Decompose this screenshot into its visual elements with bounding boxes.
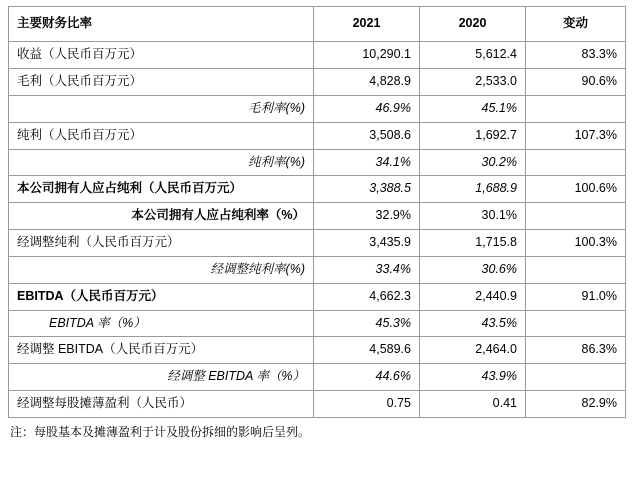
row-change-value: 91.0%	[581, 288, 617, 303]
row-2021-cell	[314, 283, 420, 310]
row-label: 经调整 EBITDA 率（%）	[167, 369, 305, 384]
row-label-cell	[9, 69, 314, 96]
row-2021-cell	[314, 203, 420, 230]
row-label: 收益（人民币百万元）	[17, 47, 143, 62]
row-change-cell	[526, 310, 626, 337]
row-label-cell	[9, 122, 314, 149]
row-2020-cell	[420, 256, 526, 283]
row-2020-value: 5,612.4	[475, 47, 517, 62]
row-2021-value: 45.3%	[375, 315, 411, 330]
row-label: 毛利率(%)	[248, 101, 305, 115]
header-cell-2020	[420, 7, 526, 42]
row-change-cell	[526, 69, 626, 96]
row-2020-cell	[420, 176, 526, 203]
row-2021-value: 46.9%	[375, 101, 411, 115]
row-2021-value: 34.1%	[375, 154, 411, 169]
row-2020-value: 2,464.0	[475, 342, 517, 357]
row-change-cell	[526, 149, 626, 176]
table-row	[9, 283, 626, 310]
table-body	[9, 42, 626, 418]
row-2021-cell	[314, 256, 420, 283]
row-label: 经调整纯利（人民币百万元）	[17, 235, 180, 250]
row-change-value	[526, 372, 625, 382]
row-2020-value: 43.9%	[481, 369, 517, 384]
row-change-cell	[526, 122, 626, 149]
row-2020-value: 1,715.8	[475, 235, 517, 250]
row-2021-value: 3,435.9	[369, 235, 411, 250]
row-label-cell	[9, 256, 314, 283]
row-label-cell	[9, 149, 314, 176]
row-2021-value: 0.75	[386, 395, 411, 410]
table-row	[9, 122, 626, 149]
row-2020-cell	[420, 364, 526, 391]
row-2020-cell	[420, 203, 526, 230]
row-2021-cell	[314, 122, 420, 149]
row-2021-value: 10,290.1	[362, 47, 411, 62]
financial-ratios-table	[8, 6, 626, 418]
row-2020-cell	[420, 283, 526, 310]
row-2021-cell	[314, 149, 420, 176]
row-change-cell	[526, 337, 626, 364]
row-change-value: 107.3%	[574, 127, 617, 142]
row-2020-cell	[420, 69, 526, 96]
row-2020-value: 43.5%	[481, 315, 517, 330]
row-label: EBITDA（人民币百万元）	[17, 288, 164, 303]
row-label: 经调整每股摊薄盈利（人民币）	[17, 395, 193, 410]
header-cell-change	[526, 7, 626, 42]
row-2020-value: 45.1%	[481, 101, 517, 115]
row-change-value	[526, 318, 625, 328]
row-label: 毛利（人民币百万元）	[17, 74, 143, 89]
row-2021-cell	[314, 96, 420, 123]
row-2021-value: 4,662.3	[369, 288, 411, 303]
row-change-value: 100.3%	[574, 235, 617, 250]
header-cell-2021	[314, 7, 420, 42]
row-2020-cell	[420, 96, 526, 123]
table-row	[9, 229, 626, 256]
row-change-cell	[526, 283, 626, 310]
table-row	[9, 96, 626, 123]
row-2020-cell	[420, 337, 526, 364]
row-label-cell	[9, 364, 314, 391]
row-2021-cell	[314, 390, 420, 417]
row-change-cell	[526, 176, 626, 203]
row-2021-cell	[314, 364, 420, 391]
row-2020-value: 30.2%	[481, 154, 517, 169]
row-label-cell	[9, 337, 314, 364]
row-change-cell	[526, 364, 626, 391]
row-2021-cell	[314, 42, 420, 69]
row-2021-cell	[314, 176, 420, 203]
row-label-cell	[9, 203, 314, 230]
table-row	[9, 69, 626, 96]
row-change-cell	[526, 42, 626, 69]
row-2021-cell	[314, 310, 420, 337]
row-label: 经调整 EBITDA（人民币百万元）	[17, 342, 204, 357]
row-label: 本公司拥有人应占纯利（人民币百万元）	[17, 181, 243, 196]
table-row	[9, 176, 626, 203]
row-2020-value: 30.6%	[481, 261, 517, 276]
row-change-value: 100.6%	[574, 181, 617, 196]
table-header	[9, 7, 626, 42]
table-row	[9, 364, 626, 391]
row-label-cell	[9, 229, 314, 256]
row-label-cell	[9, 176, 314, 203]
header-row	[9, 7, 626, 42]
row-change-cell	[526, 96, 626, 123]
row-label: EBITDA 率（%）	[49, 315, 146, 330]
row-label-cell	[9, 390, 314, 417]
row-2021-value: 3,388.5	[369, 181, 411, 196]
row-2020-value: 1,688.9	[475, 181, 517, 196]
table-row	[9, 337, 626, 364]
row-2020-cell	[420, 122, 526, 149]
row-2021-cell	[314, 337, 420, 364]
row-2020-cell	[420, 390, 526, 417]
row-2021-value: 4,589.6	[369, 342, 411, 357]
row-2021-value: 3,508.6	[369, 127, 411, 142]
row-2020-value: 2,533.0	[475, 74, 517, 89]
row-change-value: 86.3%	[581, 342, 617, 357]
row-label: 纯利（人民币百万元）	[17, 127, 143, 142]
row-2020-value: 2,440.9	[475, 288, 517, 303]
table-row	[9, 149, 626, 176]
row-change-cell	[526, 229, 626, 256]
row-2020-value: 30.1%	[481, 208, 517, 223]
row-label: 本公司拥有人应占纯利率（%）	[131, 208, 305, 223]
row-label-cell	[9, 310, 314, 337]
row-change-value: 90.6%	[581, 74, 617, 89]
row-2021-value: 32.9%	[375, 208, 411, 223]
row-2020-value: 1,692.7	[475, 127, 517, 142]
row-label: 经调整纯利率(%)	[210, 261, 305, 276]
row-label-cell	[9, 96, 314, 123]
row-2020-cell	[420, 149, 526, 176]
row-change-value: 83.3%	[581, 47, 617, 62]
table-row	[9, 42, 626, 69]
row-change-value	[526, 265, 625, 275]
header-label-text: 主要财务比率	[17, 16, 93, 31]
row-2021-value: 33.4%	[375, 261, 411, 276]
row-2021-value: 44.6%	[375, 369, 411, 384]
row-change-cell	[526, 256, 626, 283]
row-label-cell	[9, 42, 314, 69]
row-change-value	[526, 104, 625, 114]
row-2021-value: 4,828.9	[369, 74, 411, 89]
row-2021-cell	[314, 229, 420, 256]
table-row	[9, 390, 626, 417]
row-label-cell	[9, 283, 314, 310]
row-2021-cell	[314, 69, 420, 96]
row-change-value: 82.9%	[581, 395, 617, 410]
header-change-text: 变动	[562, 16, 588, 31]
footnote: 注：每股基本及摊薄盈利于计及股份拆细的影响后呈列。	[10, 424, 311, 439]
header-cell-label	[9, 7, 314, 42]
header-2020-text: 2020	[458, 16, 487, 31]
row-change-cell	[526, 390, 626, 417]
row-2020-cell	[420, 310, 526, 337]
row-change-cell	[526, 203, 626, 230]
row-2020-cell	[420, 42, 526, 69]
header-2021-text: 2021	[352, 16, 381, 31]
row-label: 纯利率(%)	[248, 154, 305, 169]
row-change-value	[526, 211, 625, 221]
row-change-value	[526, 157, 625, 167]
row-2020-cell	[420, 229, 526, 256]
table-row	[9, 256, 626, 283]
row-2020-value: 0.41	[492, 395, 517, 410]
table-row	[9, 203, 626, 230]
table-row	[9, 310, 626, 337]
